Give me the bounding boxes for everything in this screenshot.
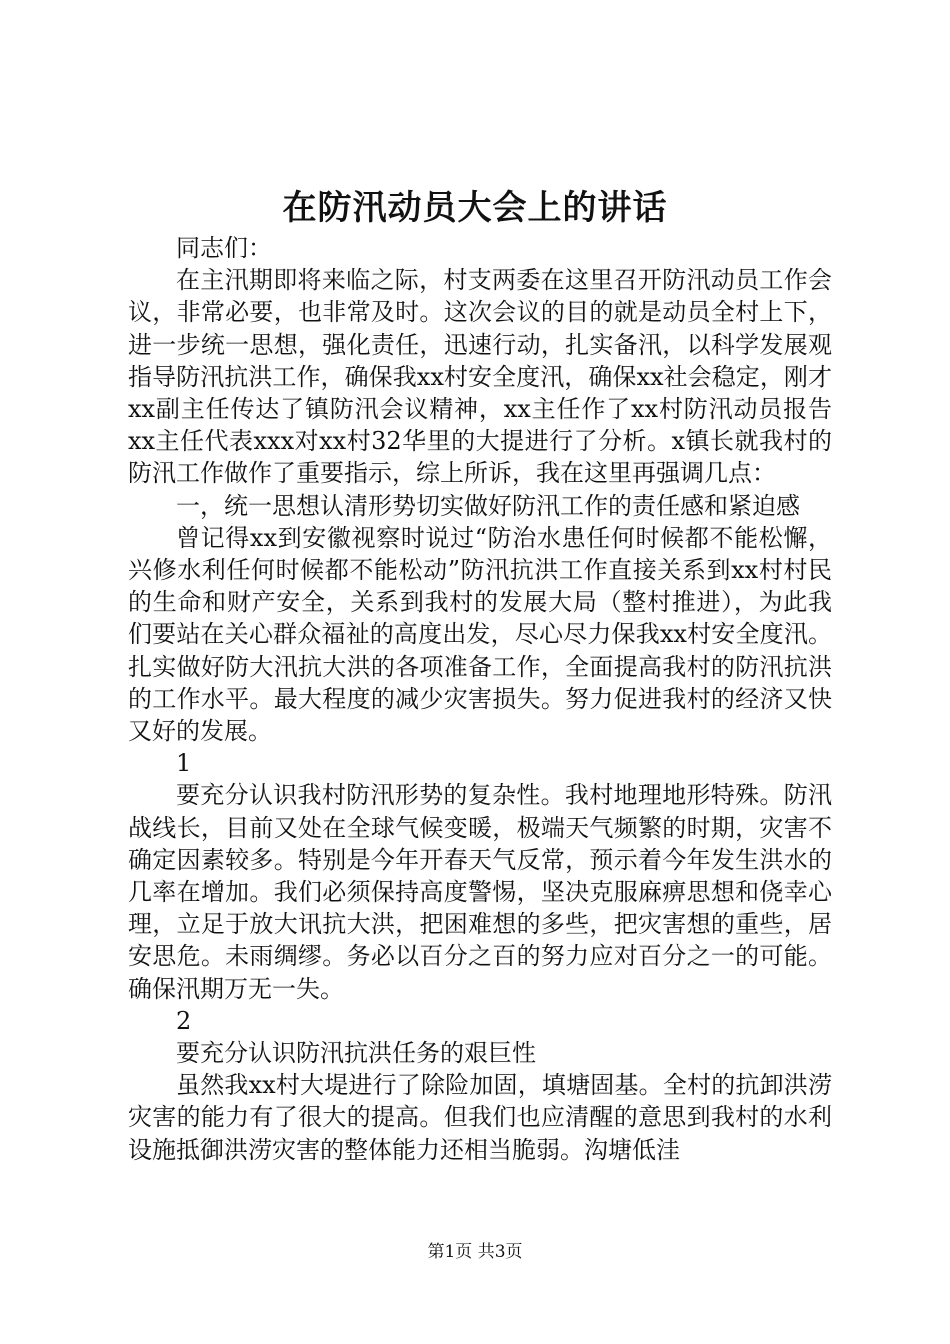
paragraph-item-1: 要充分认识我村防汛形势的复杂性。我村地理地形特殊。防汛战线长，目前又处在全球气候变暖，极端天气频繁的时期，灾害不确定因素较多。特别是今年开春天气反常，预示着今年发生洪水的几率在增加。我们必须保持高度警惕，坚决克服麻痹思想和侥幸心理，立足于放大讯抗大洪，把困难想的多些，把灾害想的重些，居安思危。未雨绸缪。务必以百分之百的努力应对百分之一的可能。确保汛期万无一失。 [128, 781, 832, 1003]
page-footer: 第1页 共3页 [427, 1242, 523, 1262]
paragraph-salutation: 同志们： [176, 234, 272, 262]
document-body [128, 232, 832, 1166]
paragraph-intro: 在主汛期即将来临之际，村支两委在这里召开防汛动员工作会议，非常必要，也非常及时。这次会议的目的就是动员全村上下，进一步统一思想，强化责任，迅速行动，扎实备汛，以科学发展观指导防汛抗洪工作，确保我xx村安全度汛，确保xx社会稳定，刚才xx副主任传达了镇防汛会议精神，xx主任作了xx村防汛动员报告xx主任代表xxx对xx村32华里的大提进行了分析。x镇长就我村的防汛工作做作了重要指示，综上所诉，我在这里再强调几点： [128, 266, 832, 488]
item-heading-2: 要充分认识防汛抗洪任务的艰巨性 [176, 1039, 536, 1068]
document-title: 在防汛动员大会上的讲话 [282, 188, 668, 228]
item-number-1: 1 [176, 749, 192, 778]
item-number-2: 2 [176, 1006, 192, 1035]
section-heading-1: 一，统一思想认清形势切实做好防汛工作的责任感和紧迫感 [176, 491, 800, 520]
paragraph-item-2: 虽然我xx村大堤进行了除险加固，填塘固基。全村的抗卸洪涝灾害的能力有了很大的提高。但我们也应清醒的意思到我村的水利设施抵御洪涝灾害的整体能力还相当脆弱。沟塘低洼 [128, 1071, 832, 1164]
paragraph-section-1: 曾记得xx到安徽视察时说过“防治水患任何时候都不能松懈，兴修水利任何时候都不能松动”防汛抗洪工作直接关系到xx村村民的生命和财产安全，关系到我村的发展大局（整村推进），为此我们要站在关心群众福祉的高度出发，尽心尽力保我xx村安全度汛。扎实做好防大汛抗大洪的各项准备工作，全面提高我村的防汛抗洪的工作水平。最大程度的减少灾害损失。努力促进我村的经济又快又好的发展。 [128, 523, 832, 746]
